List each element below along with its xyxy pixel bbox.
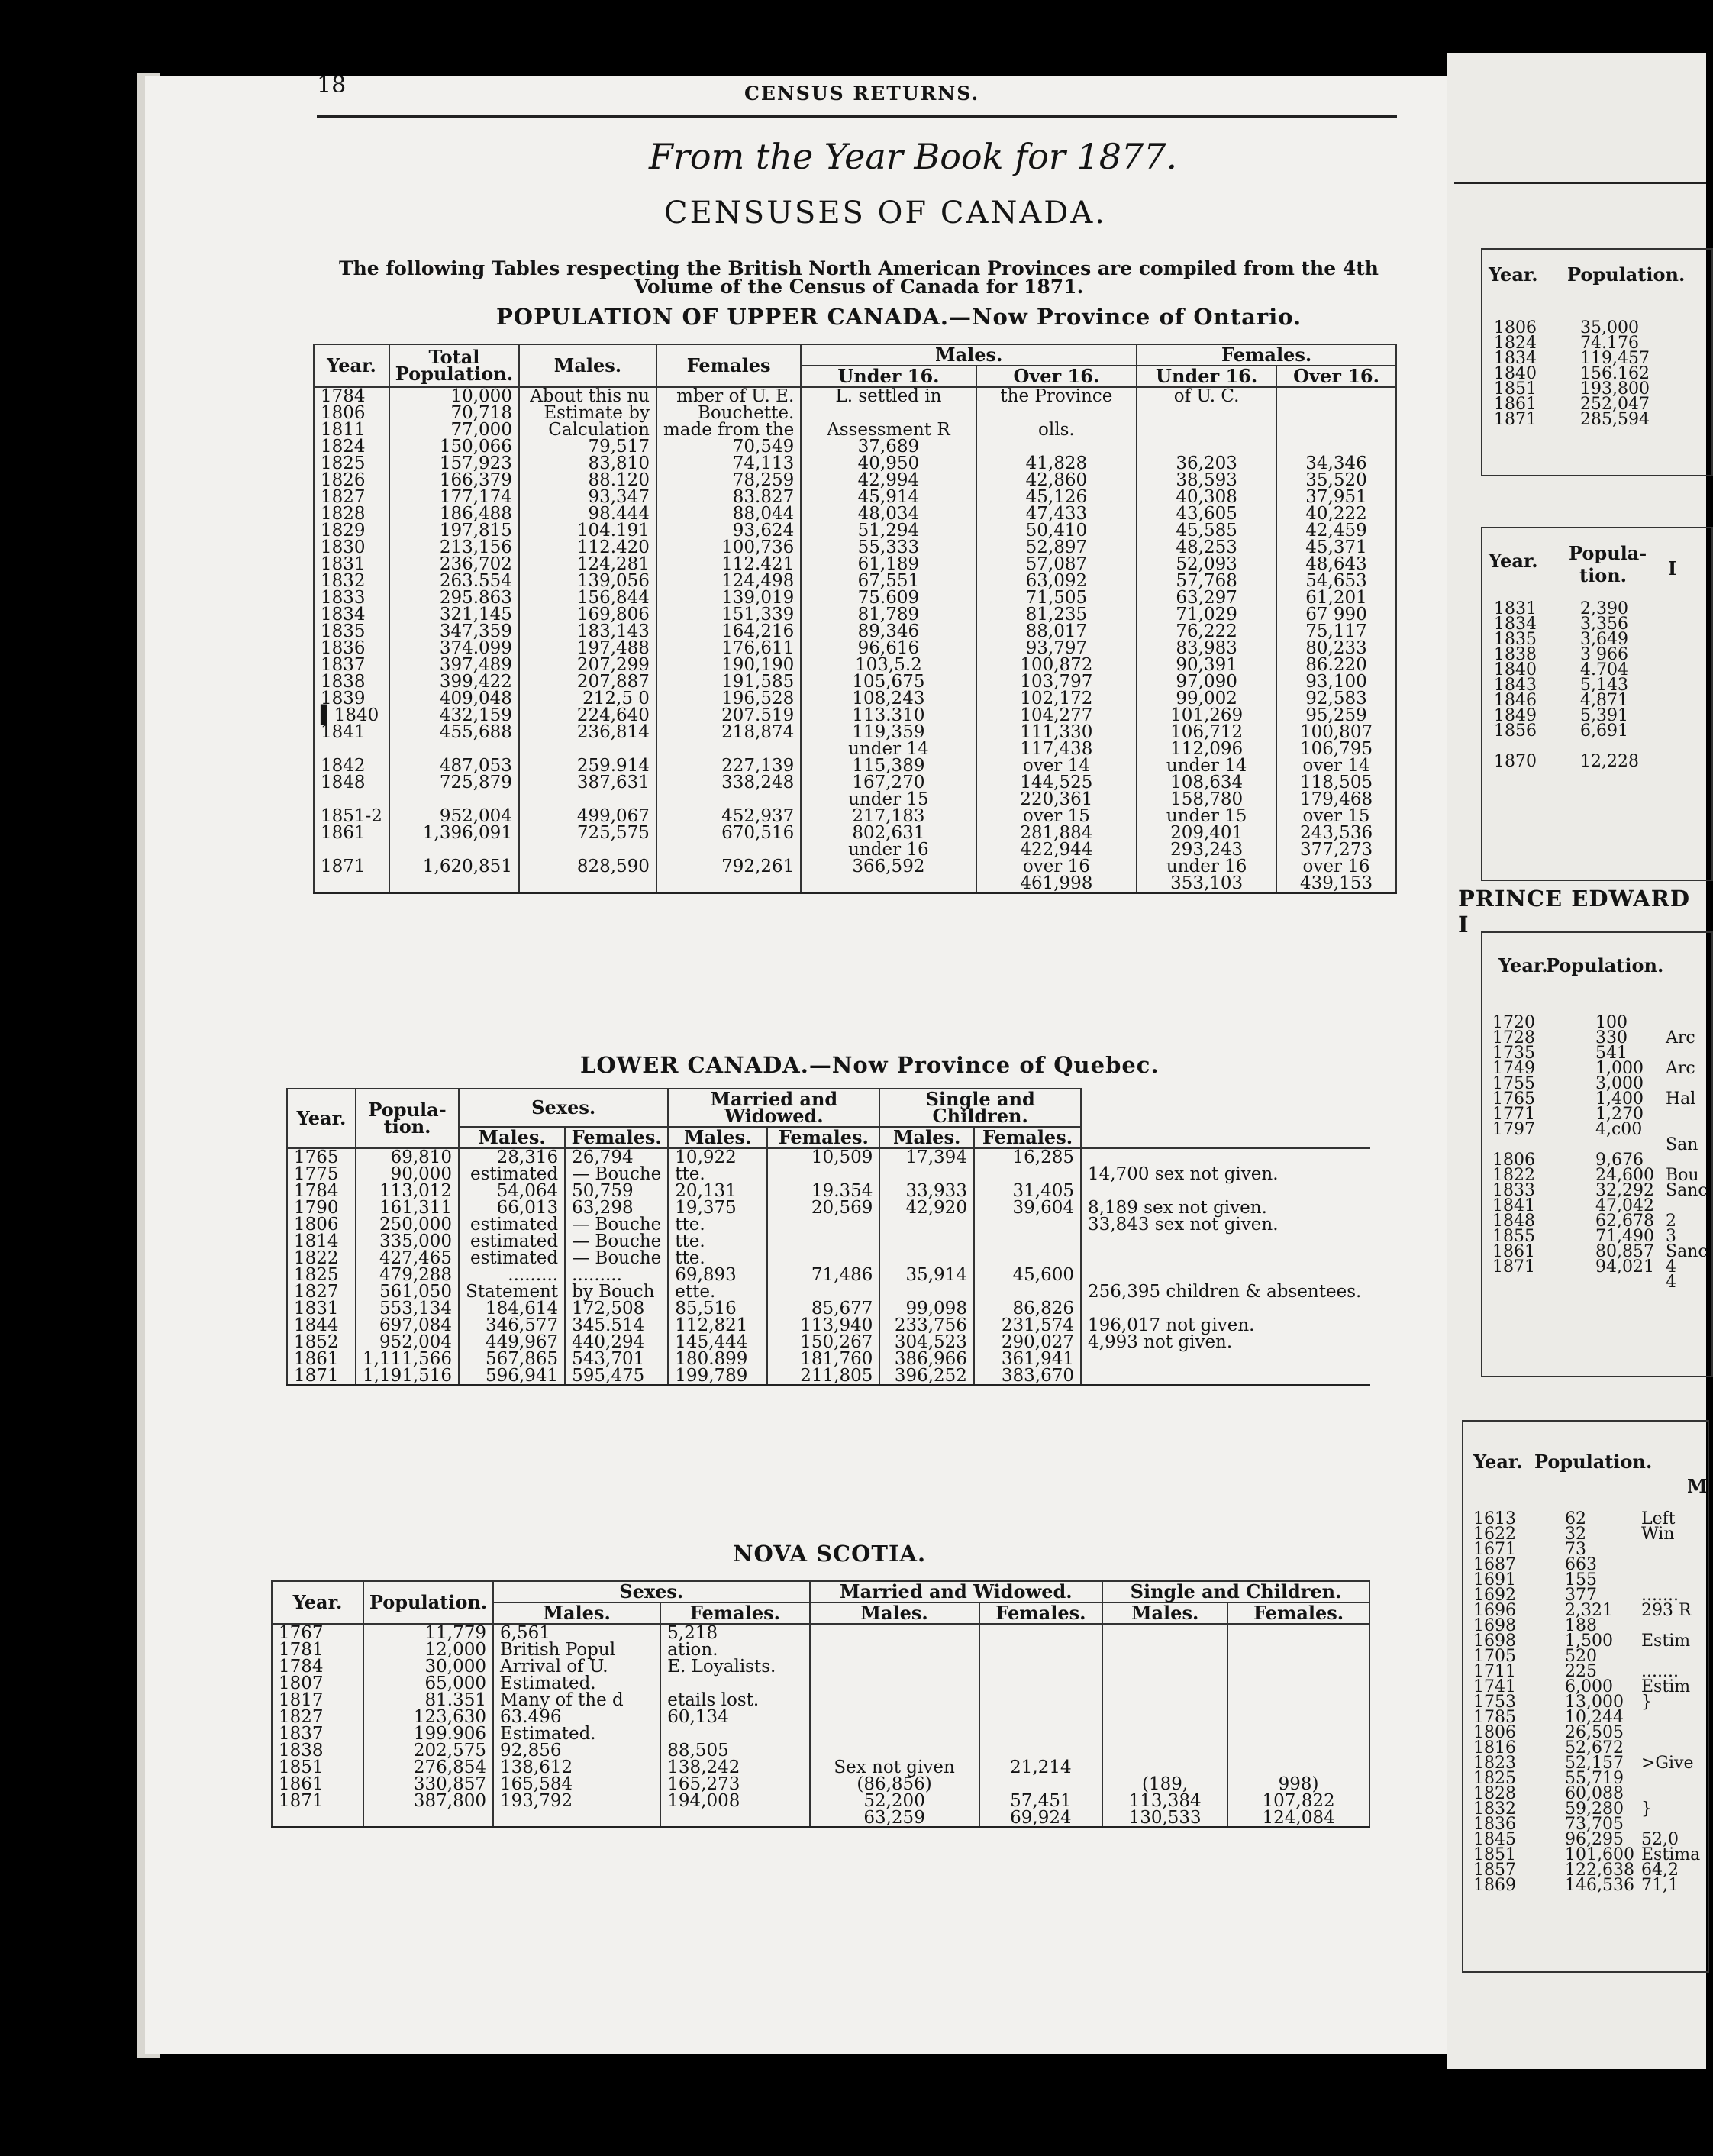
married-females-column: 10,509 19.354 20,569 71,486 85,677 113,940 150,267 181,760 211,805 bbox=[767, 1148, 879, 1386]
right-rule bbox=[1454, 182, 1706, 184]
married-females-column: 21,214 57,451 69,924 bbox=[979, 1624, 1102, 1828]
col-pop-header: Popula-tion. bbox=[356, 1089, 459, 1148]
rt4-year-header: Year. bbox=[1473, 1451, 1523, 1473]
upper-canada-title: POPULATION OF UPPER CANADA.—Now Province of Ontario. bbox=[496, 304, 1302, 330]
col-females-header: Females bbox=[656, 344, 801, 387]
pop-column: 69,810 90,000 113,012 161,311 250,000 335,000 427,465 479,288 561,050 553,134 697,084 952,004 1,111,566 1,191,516 bbox=[356, 1148, 459, 1386]
single-females-column: 998) 107,822 124,084 bbox=[1227, 1624, 1369, 1828]
running-title: CENSUS RETURNS. bbox=[744, 82, 980, 105]
pei-title: PRINCE EDWARD I bbox=[1458, 886, 1690, 938]
married-females-header: Females. bbox=[979, 1602, 1102, 1624]
married-males-column: 10,922 tte. 20,131 19,375 tte. tte. tte. 69,893 ette. 85,516 112,821 145,444 180.899 199,789 bbox=[668, 1148, 767, 1386]
females-over16-column: 34,346 35,520 37,951 40,222 42,459 45,371 48,643 54,653 61,201 67 990 75,117 80,233 86.220 93,100 92,583 95,259 100,807 106,795 over 14 118,505 179,468 over 15 243,536 377,273 over 16 439,153 bbox=[1276, 387, 1396, 893]
sexes-females-column: 5,218 ation. E. Loyalists. etails lost. 60,134 88,505 138,242 165,273 194,008 bbox=[660, 1624, 809, 1828]
sexes-males-header: Males. bbox=[493, 1602, 660, 1624]
rt3-year-header: Year. bbox=[1498, 954, 1548, 976]
single-males-header: Males. bbox=[879, 1127, 974, 1148]
nova-scotia-table bbox=[271, 1580, 1370, 1828]
col-year-header: Year. bbox=[272, 1581, 363, 1624]
notes-header bbox=[1081, 1089, 1370, 1148]
main-title: CENSUSES OF CANADA. bbox=[664, 195, 1107, 231]
single-females-header: Females. bbox=[974, 1127, 1081, 1148]
single-males-column: (189, 113,384 130,533 bbox=[1102, 1624, 1227, 1828]
females-under16-column: of U. C. 36,203 38,593 40,308 43,605 45,585 48,253 52,093 57,768 63,297 71,029 76,222 83,983 90,391 97,090 99,002 101,269 106,712 112,096 under 14 108,634 158,780 under 15 209,401 293,243 under 16 353,103 bbox=[1137, 387, 1276, 893]
males-under16-header: Under 16. bbox=[801, 366, 976, 387]
single-males-header: Males. bbox=[1102, 1602, 1227, 1624]
rt3-pops: 100 330 541 1,000 3,000 1,400 1,270 4,c00 9,676 24,600 32,292 47,042 62,678 71,490 80,857 94,021 bbox=[1595, 1013, 1654, 1276]
rt2-years: 1831 1834 1835 1838 1840 1843 1846 1849 1856 1870 bbox=[1494, 599, 1537, 771]
col-year-header: Year. bbox=[314, 344, 389, 387]
nova-scotia-title: NOVA SCOTIA. bbox=[733, 1541, 927, 1567]
pop-column: 11,779 12,000 30,000 65,000 81.351 123,630 199.906 202,575 276,854 330,857 387,800 bbox=[363, 1624, 493, 1828]
single-females-header: Females. bbox=[1227, 1602, 1369, 1624]
married-header: Married and Widowed. bbox=[668, 1089, 879, 1127]
lower-canada-table bbox=[286, 1088, 1370, 1386]
col-total-header: Total Population. bbox=[389, 344, 519, 387]
married-header: Married and Widowed. bbox=[810, 1581, 1103, 1602]
rt3-pop-header: Population. bbox=[1546, 954, 1664, 976]
sexes-females-header: Females. bbox=[565, 1127, 668, 1148]
single-header: Single and Children. bbox=[879, 1089, 1081, 1127]
married-females-header: Females. bbox=[767, 1127, 879, 1148]
sexes-header: Sexes. bbox=[459, 1089, 668, 1127]
sexes-females-header: Females. bbox=[660, 1602, 809, 1624]
sexes-males-column: 6,561 British Popul Arrival of U. Estimated. Many of the d 63.496 Estimated. 92,856 138,612 165,584 193,792 bbox=[493, 1624, 660, 1828]
rt3-notes: Arc Arc Hal San Bou Sanc 2 3 Sanc 4 4 bbox=[1666, 1028, 1708, 1292]
sexes-header: Sexes. bbox=[493, 1581, 810, 1602]
year-column: 1767 1781 1784 1807 1817 1827 1837 1838 1851 1861 1871 bbox=[272, 1624, 363, 1828]
males-group-header: Males. bbox=[801, 344, 1137, 366]
single-header: Single and Children. bbox=[1102, 1581, 1369, 1602]
rt1-pops: 35,000 74.176 119,457 156.162 193,800 252,047 285,594 bbox=[1580, 318, 1650, 429]
rt2-extra-header: I bbox=[1668, 557, 1677, 579]
rt2-pops: 2,390 3,356 3,649 3 966 4.704 5,143 4,871 5,391 6,691 12,228 bbox=[1580, 599, 1639, 771]
rt1-year-header: Year. bbox=[1489, 263, 1538, 286]
rt1-years: 1806 1824 1834 1840 1851 1861 1871 bbox=[1494, 318, 1537, 429]
total-column: 10,000 70,718 77,000 150,066 157,923 166,379 177,174 186,488 197,815 213,156 236,702 263.554 295.863 321,145 347,359 374.099 397,489 399,422 409,048 432,159 455,688 487,053 725,879 952,004 1,396,091 1,620,851 bbox=[389, 387, 519, 893]
males-over16-header: Over 16. bbox=[976, 366, 1137, 387]
males-under16-column: L. settled in Assessment R 37,689 40,950 42,994 45,914 48,034 51,294 55,333 61,189 67,551 75.609 81,789 89,346 96,616 103,5.2 105,675 108,243 113.310 119,359 under 14 115,389 167,270 under 15 217,183 802,631 under 16 366,592 bbox=[801, 387, 976, 893]
females-under16-header: Under 16. bbox=[1137, 366, 1276, 387]
header-rule bbox=[317, 115, 1397, 118]
sexes-males-header: Males. bbox=[459, 1127, 565, 1148]
males-over16-column: the Province olls. 41,828 42,860 45,126 47,433 50,410 52,897 57,087 63,092 71,505 81,235 88,017 93,797 100,872 103,797 102,172 104,277 111,330 117,438 over 14 144,525 220,361 over 15 281,884 422,944 over 16 461,998 bbox=[976, 387, 1137, 893]
females-group-header: Females. bbox=[1137, 344, 1396, 366]
sexes-males-column: 28,316 estimated 54,064 66,013 estimated estimated estimated ......... Statement 184,614 346,577 449,967 567,865 596,941 bbox=[459, 1148, 565, 1386]
rt3-years: 1720 1728 1735 1749 1755 1765 1771 1797 1806 1822 1833 1841 1848 1855 1861 1871 bbox=[1492, 1013, 1535, 1276]
col-year-header: Year. bbox=[287, 1089, 356, 1148]
rt4-pop-header: Population. bbox=[1534, 1451, 1653, 1473]
single-males-column: 17,394 33,933 42,920 35,914 99,098 233,756 304,523 386,966 396,252 bbox=[879, 1148, 974, 1386]
upper-canada-table bbox=[313, 344, 1397, 894]
lower-canada-title: LOWER CANADA.—Now Province of Quebec. bbox=[580, 1052, 1160, 1078]
rt1-pop-header: Population. bbox=[1567, 263, 1686, 286]
notes-column: 14,700 sex not given. 8,189 sex not given. 33,843 sex not given. 256,395 children & absentees. 196,017 not given. 4,993 not given. bbox=[1081, 1148, 1370, 1386]
married-males-header: Males. bbox=[810, 1602, 979, 1624]
rt4-extra-header: M bbox=[1687, 1475, 1708, 1497]
col-males-header: Males. bbox=[519, 344, 656, 387]
rt2-year-header: Year. bbox=[1489, 550, 1538, 572]
page-number: 18 bbox=[317, 72, 347, 98]
col-pop-header: Population. bbox=[363, 1581, 493, 1624]
females-over16-header: Over 16. bbox=[1276, 366, 1396, 387]
females-column: mber of U. E. Bouchette. made from the 70,549 74,113 78,259 83.827 88,044 93,624 100,736 112.421 124,498 139,019 151,339 164,216 176,611 190,190 191,585 196,528 207.519 218,874 227,139 338,248 452,937 670,516 792,261 bbox=[656, 387, 801, 893]
intro-text: The following Tables respecting the British North American Provinces are compiled from the 4th Volume of the Census of Canada for 1871. bbox=[339, 257, 1379, 298]
married-males-column: Sex not given (86,856) 52,200 63,259 bbox=[810, 1624, 979, 1828]
rt4-pops: 62 32 73 663 155 377 2,321 188 1,500 520 225 6,000 13,000 10,244 26,505 52,672 52,157 55,719 60,088 59,280 73,705 96,295 101,600 122,638 146,536 bbox=[1565, 1509, 1634, 1895]
sexes-females-column: 26,794 — Bouche 50,759 63,298 — Bouche — Bouche — Bouche ......... by Bouch 172,508 345.514 440,294 543,701 595,475 bbox=[565, 1148, 668, 1386]
rt2-pop-header: Popula-tion. bbox=[1569, 542, 1647, 586]
yearbook-title: From the Year Book for 1877. bbox=[649, 136, 1178, 177]
single-females-column: 16,285 31,405 39,604 45,600 86,826 231,574 290,027 361,941 383,670 bbox=[974, 1148, 1081, 1386]
rt4-notes: Left Win ....... 293 R Estim ....... Estim } >Give } 52,0 Estima 64,2 71,1 bbox=[1641, 1509, 1701, 1895]
year-column: 1784 1806 1811 1824 1825 1826 1827 1828 1829 1830 1831 1832 1833 1834 1835 1836 1837 1838 1839 ▌1840 1841 1842 1848 1851-2 1861 1871 bbox=[314, 387, 389, 893]
rt4-years: 1613 1622 1671 1687 1691 1692 1696 1698 1698 1705 1711 1741 1753 1785 1806 1816 1823 1825 1828 1832 1836 1845 1851 1857 1869 bbox=[1473, 1509, 1516, 1895]
males-column: About this nu Estimate by Calculation 79,517 83,810 88.120 93,347 98.444 104.191 112.420 124,281 139,056 156,844 169,806 183,143 197,488 207,299 207,887 212,5 0 224,640 236,814 259.914 387,631 499,067 725,575 828,590 bbox=[519, 387, 656, 893]
facing-page bbox=[1447, 53, 1706, 2069]
year-column: 1765 1775 1784 1790 1806 1814 1822 1825 1827 1831 1844 1852 1861 1871 bbox=[287, 1148, 356, 1386]
married-males-header: Males. bbox=[668, 1127, 767, 1148]
